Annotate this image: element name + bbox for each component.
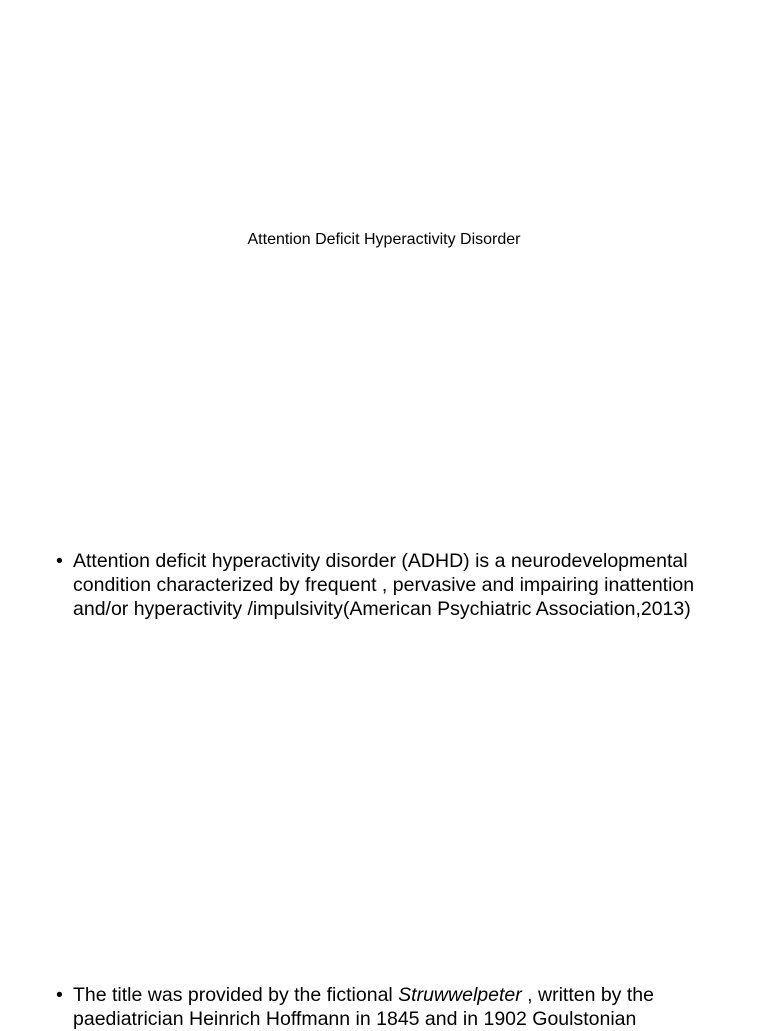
bullet-text-part: The title was provided by the fictional xyxy=(73,984,399,1006)
bullet-item xyxy=(56,549,716,621)
bullet-marker: • xyxy=(56,984,63,1006)
bullet-text-part: , written by the paediatrician Heinrich Hoffmann in 1845 and in 1902 Goulstonian xyxy=(73,984,654,1030)
book-title: Struwwelpeter xyxy=(398,984,522,1006)
bullet-marker: • xyxy=(56,550,63,572)
bullet-text: Attention deficit hyperactivity disorder (ADHD) is a neurodevelopmental condition characterized by frequent , pervasive and impairing inattention and/or hyperactivity /impulsivity(American Psychiatric Association,2013) xyxy=(73,550,695,620)
slide-title: Attention Deficit Hyperactivity Disorder xyxy=(247,231,521,248)
